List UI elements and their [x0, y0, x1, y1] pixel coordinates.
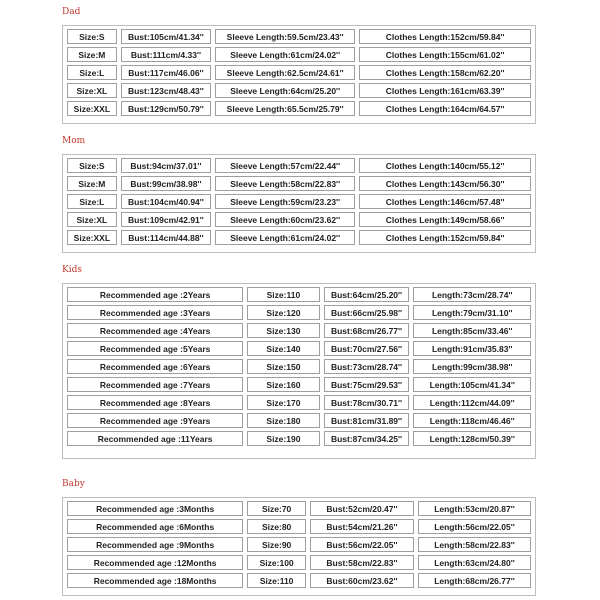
table-cell: Bust:52cm/20.47'' — [310, 501, 414, 516]
table-cell: Sleeve Length:58cm/22.83'' — [215, 176, 355, 191]
table-cell: Bust:99cm/38.98'' — [121, 176, 211, 191]
table-cell: Bust:111cm/4.33'' — [121, 47, 211, 62]
table-cell: Bust:117cm/46.06'' — [121, 65, 211, 80]
table-cell: Size:70 — [247, 501, 306, 516]
table-cell: Length:112cm/44.09'' — [413, 395, 531, 410]
table-cell: Sleeve Length:65.5cm/25.79'' — [215, 101, 355, 116]
table-row — [67, 341, 531, 356]
table-row — [67, 413, 531, 428]
table-cell: Size:170 — [247, 395, 319, 410]
table-cell: Recommended age :18Months — [67, 573, 243, 588]
table-cell: Length:56cm/22.05'' — [418, 519, 531, 534]
table-cell: Size:100 — [247, 555, 306, 570]
table-cell: Size:XL — [67, 212, 117, 227]
table-cell: Length:58cm/22.83'' — [418, 537, 531, 552]
table-cell: Size:S — [67, 29, 117, 44]
size-table-baby — [62, 497, 536, 596]
section-title-kids: Kids — [62, 265, 82, 275]
table-cell: Size:160 — [247, 377, 319, 392]
table-row — [67, 395, 531, 410]
table-cell: Bust:70cm/27.56'' — [324, 341, 410, 356]
section-title-dad: Dad — [62, 7, 81, 17]
table-row — [67, 212, 531, 227]
table-cell: Clothes Length:140cm/55.12'' — [359, 158, 531, 173]
table-cell: Clothes Length:143cm/56.30'' — [359, 176, 531, 191]
table-cell: Clothes Length:152cm/59.84'' — [359, 230, 531, 245]
table-cell: Size:110 — [247, 287, 319, 302]
table-cell: Length:118cm/46.46'' — [413, 413, 531, 428]
table-cell: Size:80 — [247, 519, 306, 534]
table-cell: Size:120 — [247, 305, 319, 320]
table-cell: Bust:64cm/25.20'' — [324, 287, 410, 302]
table-cell: Size:L — [67, 194, 117, 209]
table-cell: Length:79cm/31.10'' — [413, 305, 531, 320]
table-cell: Length:53cm/20.87'' — [418, 501, 531, 516]
table-cell: Size:110 — [247, 573, 306, 588]
table-cell: Recommended age :12Months — [67, 555, 243, 570]
table-cell: Recommended age :4Years — [67, 323, 243, 338]
table-cell: Recommended age :6Months — [67, 519, 243, 534]
table-cell: Recommended age :9Months — [67, 537, 243, 552]
table-row — [67, 101, 531, 116]
table-cell: Recommended age :3Months — [67, 501, 243, 516]
section-title-baby: Baby — [62, 479, 85, 489]
table-cell: Bust:94cm/37.01'' — [121, 158, 211, 173]
table-cell: Sleeve Length:64cm/25.20'' — [215, 83, 355, 98]
table-cell: Clothes Length:155cm/61.02'' — [359, 47, 531, 62]
table-cell: Clothes Length:161cm/63.39'' — [359, 83, 531, 98]
table-cell: Recommended age :8Years — [67, 395, 243, 410]
table-cell: Recommended age :11Years — [67, 431, 243, 446]
table-row — [67, 194, 531, 209]
table-cell: Length:128cm/50.39'' — [413, 431, 531, 446]
table-cell: Bust:73cm/28.74'' — [324, 359, 410, 374]
table-cell: Length:91cm/35.83'' — [413, 341, 531, 356]
table-cell: Clothes Length:146cm/57.48'' — [359, 194, 531, 209]
table-cell: Bust:75cm/29.53'' — [324, 377, 410, 392]
table-row — [67, 555, 531, 570]
table-row — [67, 83, 531, 98]
table-row — [67, 359, 531, 374]
table-row — [67, 573, 531, 588]
table-cell: Recommended age :9Years — [67, 413, 243, 428]
table-cell: Bust:87cm/34.25'' — [324, 431, 410, 446]
table-cell: Bust:58cm/22.83'' — [310, 555, 414, 570]
table-row — [67, 377, 531, 392]
table-cell: Size:M — [67, 176, 117, 191]
table-cell: Clothes Length:164cm/64.57'' — [359, 101, 531, 116]
table-cell: Bust:78cm/30.71'' — [324, 395, 410, 410]
table-cell: Sleeve Length:57cm/22.44'' — [215, 158, 355, 173]
table-cell: Bust:66cm/25.98'' — [324, 305, 410, 320]
table-cell: Size:L — [67, 65, 117, 80]
size-table-mom — [62, 154, 536, 253]
table-cell: Sleeve Length:59.5cm/23.43'' — [215, 29, 355, 44]
table-cell: Bust:60cm/23.62'' — [310, 573, 414, 588]
table-cell: Length:63cm/24.80'' — [418, 555, 531, 570]
table-cell: Size:180 — [247, 413, 319, 428]
section-title-mom: Mom — [62, 136, 86, 146]
table-cell: Size:140 — [247, 341, 319, 356]
table-row — [67, 176, 531, 191]
table-cell: Recommended age :5Years — [67, 341, 243, 356]
table-cell: Length:99cm/38.98'' — [413, 359, 531, 374]
table-cell: Clothes Length:152cm/59.84'' — [359, 29, 531, 44]
table-cell: Bust:54cm/21.26'' — [310, 519, 414, 534]
table-cell: Bust:105cm/41.34'' — [121, 29, 211, 44]
table-cell: Size:90 — [247, 537, 306, 552]
table-cell: Sleeve Length:62.5cm/24.61'' — [215, 65, 355, 80]
table-cell: Length:73cm/28.74'' — [413, 287, 531, 302]
table-cell: Bust:114cm/44.88'' — [121, 230, 211, 245]
table-cell: Sleeve Length:60cm/23.62'' — [215, 212, 355, 227]
table-cell: Recommended age :6Years — [67, 359, 243, 374]
table-cell: Sleeve Length:61cm/24.02'' — [215, 47, 355, 62]
table-cell: Bust:129cm/50.79'' — [121, 101, 211, 116]
table-row — [67, 323, 531, 338]
table-row — [67, 29, 531, 44]
table-cell: Length:85cm/33.46'' — [413, 323, 531, 338]
table-cell: Sleeve Length:59cm/23.23'' — [215, 194, 355, 209]
table-cell: Size:130 — [247, 323, 319, 338]
table-cell: Size:XXL — [67, 101, 117, 116]
table-cell: Bust:104cm/40.94'' — [121, 194, 211, 209]
table-cell: Bust:81cm/31.89'' — [324, 413, 410, 428]
size-table-kids — [62, 283, 536, 459]
table-row — [67, 431, 531, 446]
table-cell: Size:S — [67, 158, 117, 173]
table-cell: Sleeve Length:61cm/24.02'' — [215, 230, 355, 245]
table-row — [67, 158, 531, 173]
table-row — [67, 47, 531, 62]
table-cell: Size:M — [67, 47, 117, 62]
table-row — [67, 230, 531, 245]
table-cell: Recommended age :2Years — [67, 287, 243, 302]
table-cell: Size:XXL — [67, 230, 117, 245]
table-cell: Clothes Length:158cm/62.20'' — [359, 65, 531, 80]
table-cell: Recommended age :7Years — [67, 377, 243, 392]
table-cell: Length:68cm/26.77'' — [418, 573, 531, 588]
table-row — [67, 519, 531, 534]
table-cell: Bust:123cm/48.43'' — [121, 83, 211, 98]
table-cell: Bust:56cm/22.05'' — [310, 537, 414, 552]
table-cell: Size:150 — [247, 359, 319, 374]
table-cell: Bust:68cm/26.77'' — [324, 323, 410, 338]
table-cell: Size:XL — [67, 83, 117, 98]
table-cell: Size:190 — [247, 431, 319, 446]
table-row — [67, 537, 531, 552]
table-row — [67, 65, 531, 80]
table-row — [67, 305, 531, 320]
table-cell: Clothes Length:149cm/58.66'' — [359, 212, 531, 227]
table-cell: Length:105cm/41.34'' — [413, 377, 531, 392]
size-table-dad — [62, 25, 536, 124]
table-cell: Bust:109cm/42.91'' — [121, 212, 211, 227]
table-row — [67, 501, 531, 516]
table-cell: Recommended age :3Years — [67, 305, 243, 320]
table-row — [67, 287, 531, 302]
